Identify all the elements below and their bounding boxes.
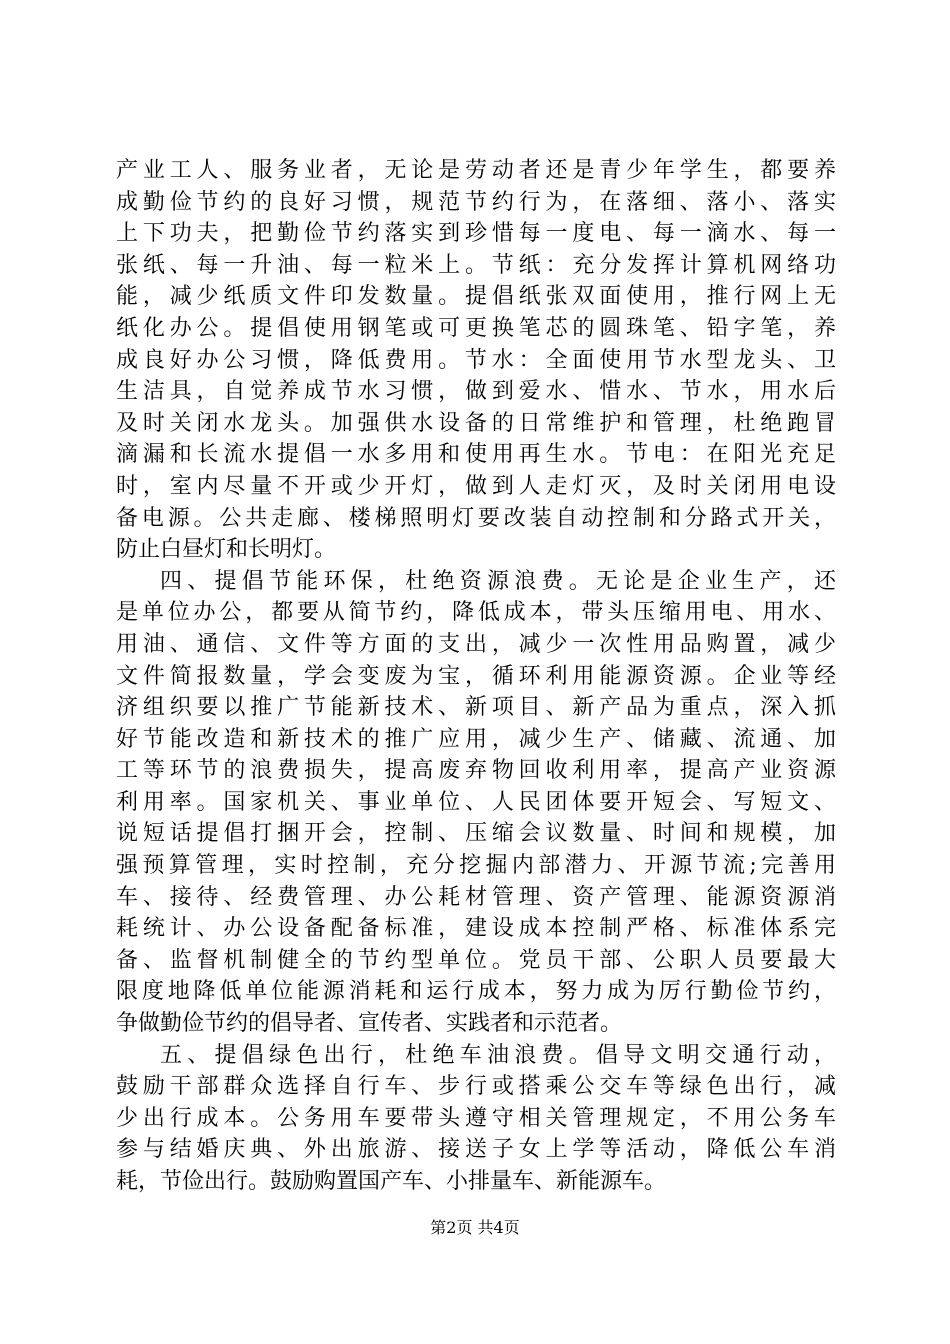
text-line: 限度地降低单位能源消耗和运行成本，努力成为厉行勤俭节约，	[116, 979, 836, 1005]
text-line: 参与结婚庆典、外出旅游、接送子女上学等活动，降低公车消	[116, 1137, 836, 1163]
text-line: 是单位办公，都要从简节约，降低成本，带头压缩用电、用水、	[116, 600, 836, 626]
text-line: 及时关闭水龙头。加强供水设备的日常维护和管理，杜绝跑冒	[116, 410, 836, 436]
text-line: 利用率。国家机关、事业单位、人民团体要开短会、写短文、	[116, 789, 836, 815]
text-line: 说短话提倡打捆开会，控制、压缩会议数量、时间和规模，加	[116, 821, 836, 847]
text-line: 好节能改造和新技术的推广应用，减少生产、储藏、流通、加	[116, 726, 836, 752]
page-footer	[0, 1218, 950, 1238]
text-line: 车、接待、经费管理、办公耗材管理、资产管理、能源资源消	[116, 884, 836, 910]
text-line: 备电源。公共走廊、楼梯照明灯要改装自动控制和分路式开关，	[116, 505, 836, 531]
text-line: 成勤俭节约的良好习惯，规范节约行为，在落细、落小、落实	[116, 189, 836, 215]
text-line: 强预算管理，实时控制，充分挖掘内部潜力、开源节流;完善用	[116, 853, 836, 879]
text-line: 用油、通信、文件等方面的支出，减少一次性用品购置，减少	[116, 631, 836, 657]
text-line: 争做勤俭节约的倡导者、宣传者、实践者和示范者。	[116, 1011, 623, 1037]
text-line: 成良好办公习惯，降低费用。节水：全面使用节水型龙头、卫	[116, 347, 836, 373]
text-line: 防止白昼灯和长明灯。	[116, 537, 337, 563]
text-line: 文件简报数量，学会变废为宝，循环利用能源资源。企业等经	[116, 663, 836, 689]
text-line: 鼓励干部群众选择自行车、步行或搭乘公交车等绿色出行，减	[116, 1074, 836, 1100]
text-line: 五、提倡绿色出行，杜绝车油浪费。倡导文明交通行动，	[160, 1042, 836, 1068]
text-line: 备、监督机制健全的节约型单位。党员干部、公职人员要最大	[116, 947, 836, 973]
text-line: 能，减少纸质文件印发数量。提倡纸张双面使用，推行网上无	[116, 284, 836, 310]
text-line: 产业工人、服务业者，无论是劳动者还是青少年学生，都要养	[116, 158, 836, 183]
text-line: 纸化办公。提倡使用钢笔或可更换笔芯的圆珠笔、铅字笔，养	[116, 315, 836, 341]
paragraph	[116, 566, 836, 1040]
paragraph	[116, 155, 836, 566]
text-line: 少出行成本。公务用车要带头遵守相关管理规定，不用公务车	[116, 1105, 836, 1131]
text-line: 张纸、每一升油、每一粒米上。节纸：充分发挥计算机网络功	[116, 252, 836, 278]
text-line: 工等环节的浪费损失，提高废弃物回收利用率，提高产业资源	[116, 758, 836, 784]
text-line: 上下功夫，把勤俭节约落实到珍惜每一度电、每一滴水、每一	[116, 221, 836, 247]
page-number: 第2页 共4页	[430, 1218, 520, 1237]
paragraph	[116, 1040, 836, 1198]
text-line: 四、提倡节能环保，杜绝资源浪费。无论是企业生产，还	[160, 568, 836, 594]
text-line: 济组织要以推广节能新技术、新项目、新产品为重点，深入抓	[116, 695, 836, 721]
text-line: 耗统计、办公设备配备标准，建设成本控制严格、标准体系完	[116, 916, 836, 942]
document-body	[116, 155, 836, 1198]
text-line: 生洁具，自觉养成节水习惯，做到爱水、惜水、节水，用水后	[116, 379, 836, 405]
text-line: 滴漏和长流水提倡一水多用和使用再生水。节电：在阳光充足	[116, 442, 836, 468]
text-line: 耗，节俭出行。鼓励购置国产车、小排量车、新能源车。	[116, 1169, 667, 1194]
text-line: 时，室内尽量不开或少开灯，做到人走灯灭，及时关闭用电设	[116, 473, 836, 499]
